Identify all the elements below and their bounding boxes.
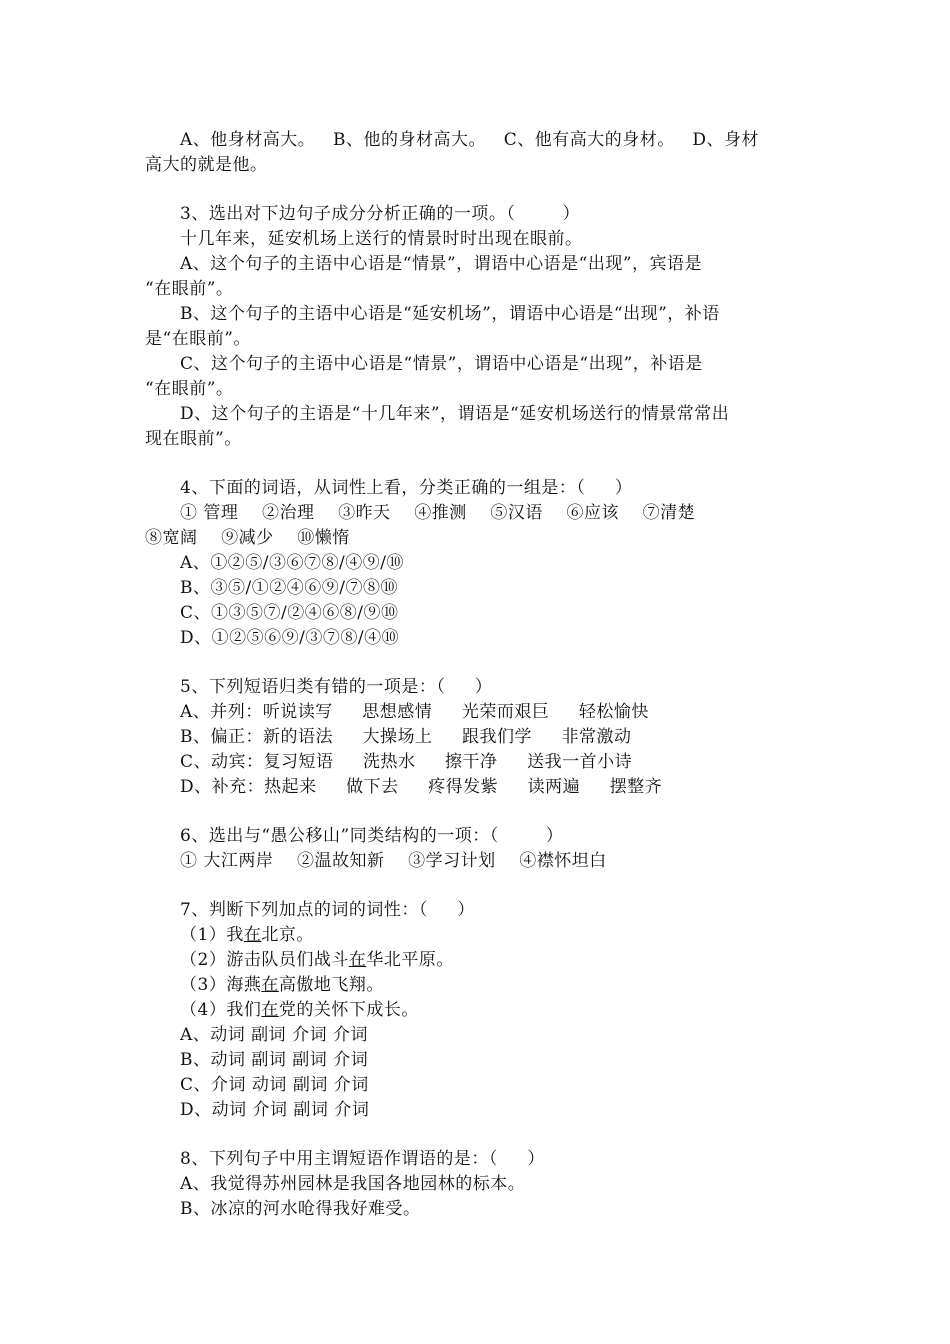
q3-option-a-line-2: “在眼前”。 [145,279,234,299]
q5-option-d: D、补充：热起来 做下去 疼得发紫 读两遍 摆整齐 [180,777,663,797]
q7-sentence-4 [180,998,850,1023]
q4-option-b: B、③⑤/①②④⑥⑨/⑦⑧⑩ [180,578,398,598]
q7-sentence-3-marked-word: 在 [261,975,279,995]
q6-options: ① 大江两岸 ②温故知新 ③学习计划 ④襟怀坦白 [180,851,607,871]
q3-option-b-line-2: 是“在眼前”。 [145,329,251,349]
q8-stem: 8、下列句子中用主谓短语作谓语的是：（ ） [180,1149,545,1169]
q7-sentence-2 [180,948,850,973]
q4-words-line-2: ⑧宽阔 ⑨减少 ⑩懒惰 [145,528,350,548]
q3-option-d-line-2: 现在眼前”。 [145,429,242,449]
q3-option-b-line-1: B、这个句子的主语中心语是“延安机场”，谓语中心语是“出现”，补语 [180,304,720,324]
q5-option-a: A、并列：听说读写 思想感情 光荣而艰巨 轻松愉快 [180,702,649,722]
q3-option-c-line-2: “在眼前”。 [145,379,234,399]
q4-option-a: A、①②⑤/③⑥⑦⑧/④⑨/⑩ [180,553,404,573]
q7-sentence-3-suffix: 高傲地飞翔。 [278,975,384,995]
q7-stem: 7、判断下列加点的词的词性：（ ） [180,900,475,920]
q4-option-c: C、①③⑤⑦/②④⑥⑧/⑨⑩ [180,603,399,623]
q5-option-b: B、偏正：新的语法 大操场上 跟我们学 非常激动 [180,727,632,747]
q4-stem: 4、下面的词语，从词性上看，分类正确的一组是：（ ） [180,478,633,498]
q6-stem: 6、选出与“愚公移山”同类结构的一项：（ ） [180,826,564,846]
q7-sentence-4-prefix: （4）我们 [180,1000,262,1020]
q3-option-c-line-1: C、这个句子的主语中心语是“情景”，谓语中心语是“出现”，补语是 [180,354,703,374]
q7-option-c: C、介词 动词 副词 介词 [180,1075,369,1095]
q7-sentence-2-marked-word: 在 [348,950,367,970]
q4-option-d: D、①②⑤⑥⑨/③⑦⑧/④⑩ [180,628,400,648]
q7-sentence-4-suffix: 党的关怀下成长。 [278,1000,419,1020]
q8-option-a: A、我觉得苏州园林是我国各地园林的标本。 [180,1174,526,1194]
q7-option-a: A、动词 副词 介词 介词 [180,1025,368,1045]
q4-words-line-1: ① 管理 ②治理 ③昨天 ④推测 ⑤汉语 ⑥应该 ⑦清楚 [180,503,696,523]
q7-sentence-2-prefix: （2）游击队员们战斗 [180,950,349,970]
q3-option-d-line-1: D、这个句子的主语是“十几年来”，谓语是“延安机场送行的情景常常出 [180,404,730,424]
q3-sentence: 十几年来，延安机场上送行的情景时时出现在眼前。 [180,229,583,249]
q5-stem: 5、下列短语归类有错的一项是：（ ） [180,677,493,697]
q7-sentence-2-suffix: 华北平原。 [366,950,454,970]
q8-option-b: B、冰凉的河水呛得我好难受。 [180,1199,421,1219]
q7-sentence-1-prefix: （1）我 [180,925,244,945]
q7-sentence-4-marked-word: 在 [261,1000,279,1020]
q7-sentence-1 [180,923,850,948]
q7-option-b: B、动词 副词 副词 介词 [180,1050,369,1070]
q2-option-line-2: 高大的就是他。 [145,155,268,175]
q7-sentence-1-suffix: 北京。 [261,925,314,945]
q2-option-line-1: A、他身材高大。 B、他的身材高大。 C、他有高大的身材。 D、身材 [180,130,760,150]
q5-option-c: C、动宾：复习短语 洗热水 擦干净 送我一首小诗 [180,752,633,772]
q3-option-a-line-1: A、这个句子的主语中心语是“情景”，谓语中心语是“出现”，宾语是 [180,254,703,274]
q7-sentence-3-prefix: （3）海燕 [180,975,262,995]
q7-sentence-3 [180,973,850,998]
q7-option-d: D、动词 介词 副词 介词 [180,1100,370,1120]
q3-stem: 3、选出对下边句子成分分析正确的一项。（ ） [180,204,581,224]
q7-sentence-1-marked-word: 在 [243,925,262,945]
